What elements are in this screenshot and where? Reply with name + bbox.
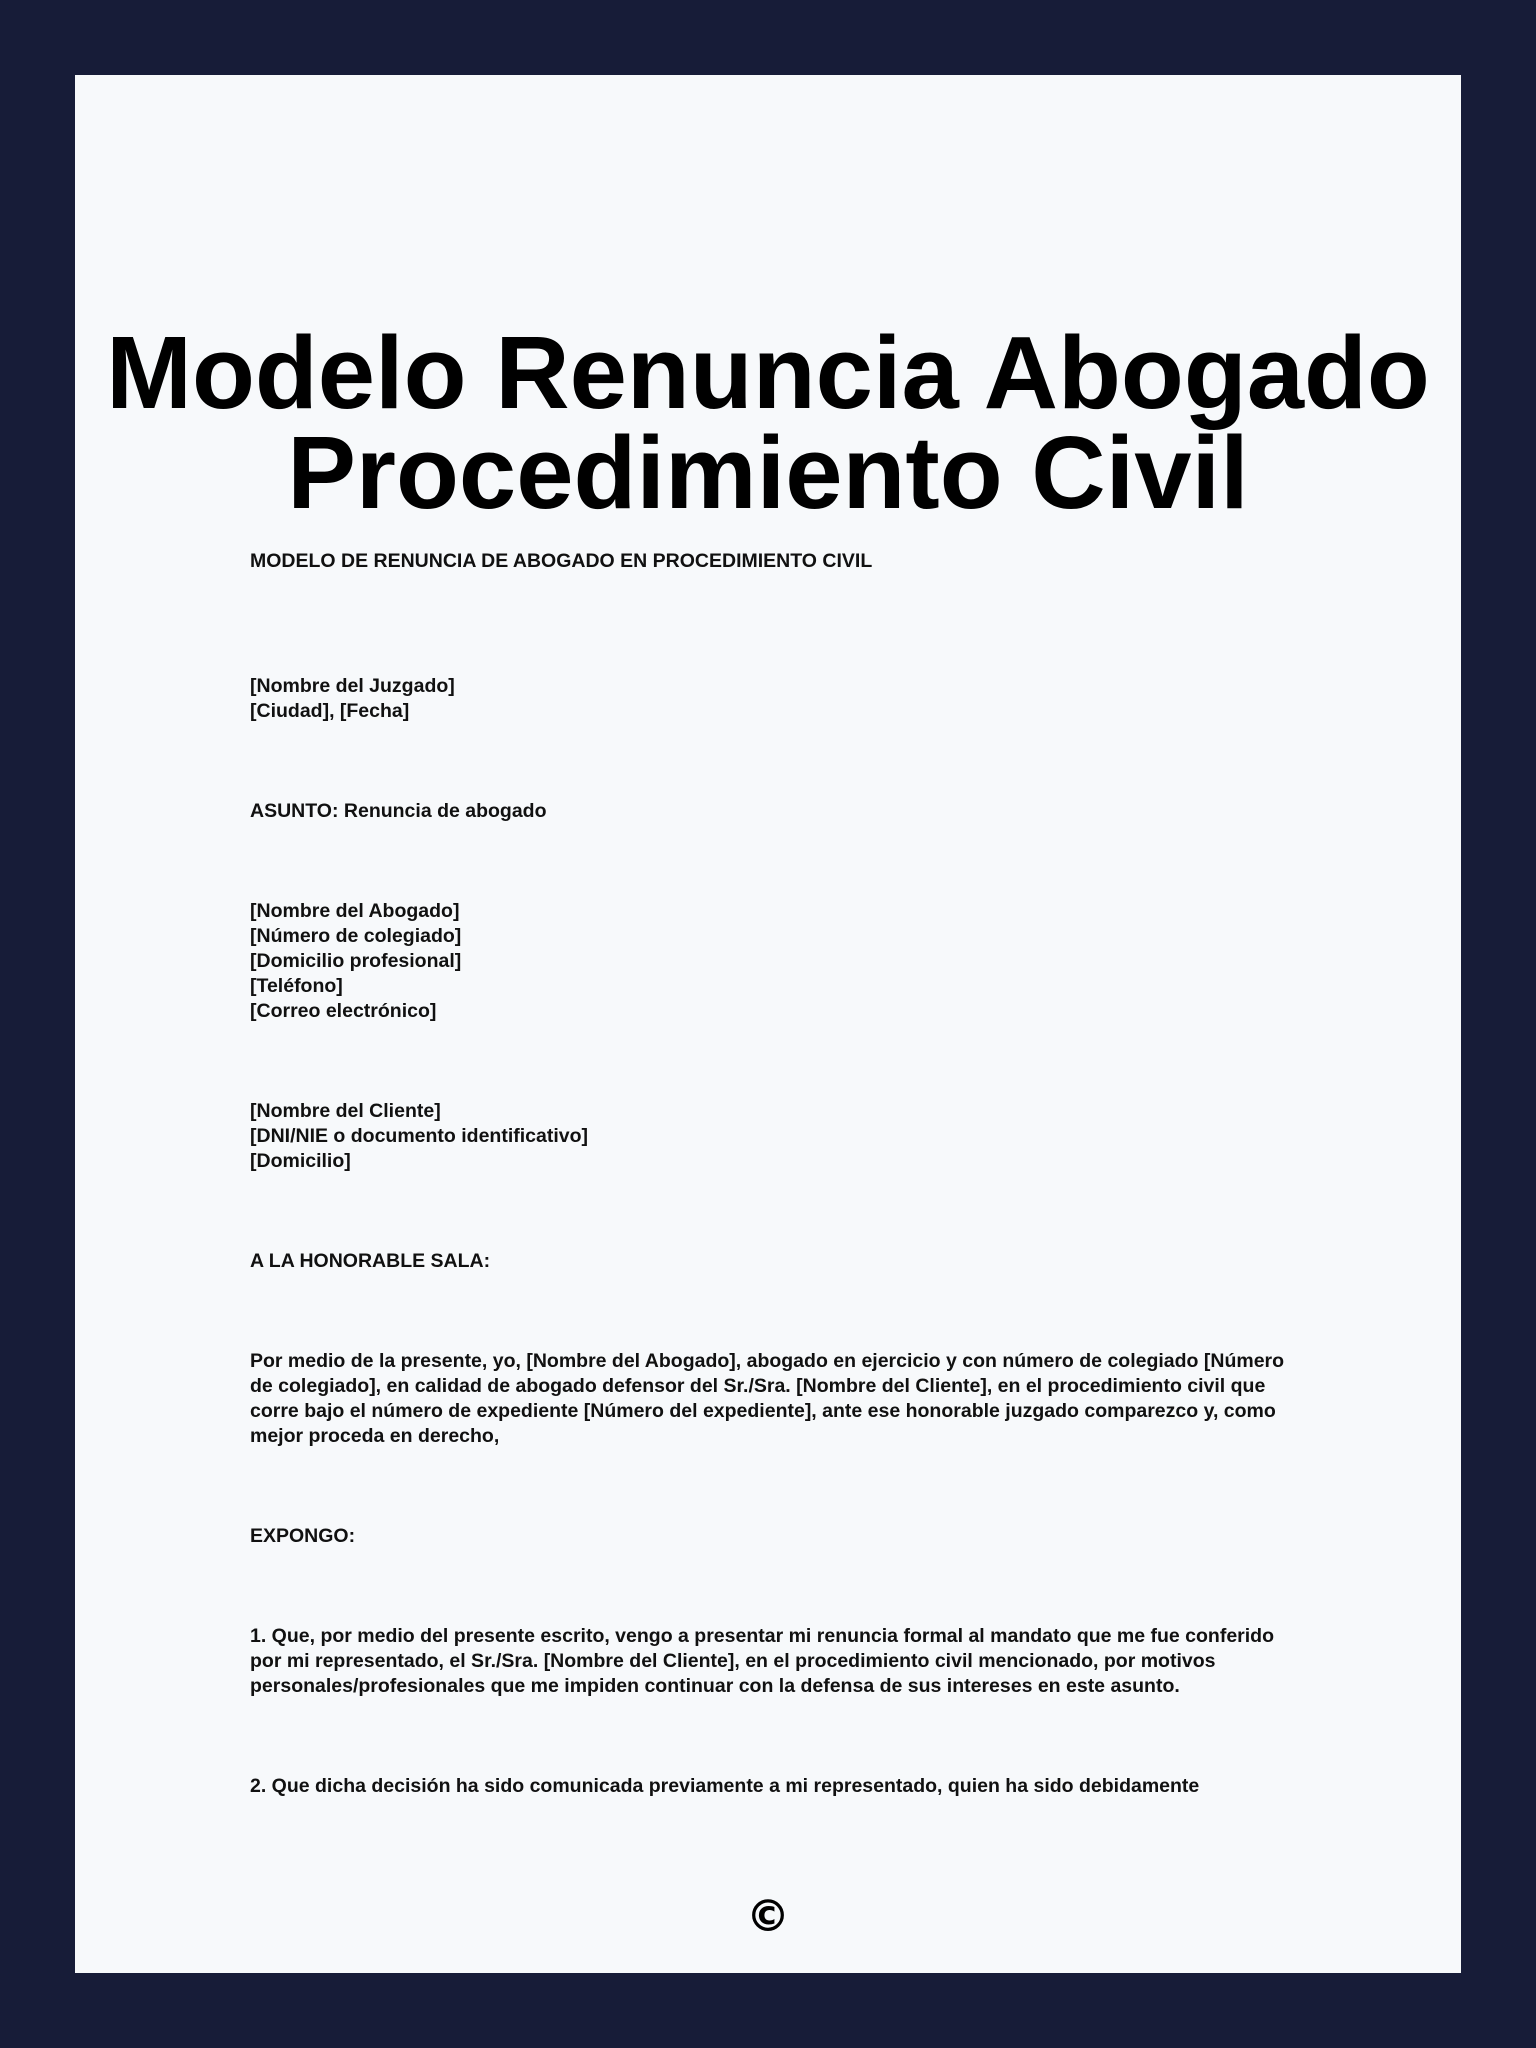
document-heading: MODELO DE RENUNCIA DE ABOGADO EN PROCEDIMIENTO CIVIL (250, 550, 873, 572)
court-name: [Nombre del Juzgado] (250, 675, 455, 697)
lawyer-bar-number: [Número de colegiado] (250, 925, 462, 947)
document-title-line-2: Procedimiento Civil (287, 415, 1249, 530)
lawyer-phone: [Teléfono] (250, 975, 343, 997)
lawyer-block (250, 899, 1360, 1024)
point-1-paragraph: 1. Que, por medio del presente escrito, vengo a presentar mi renuncia formal al mandato que me fue conferido por mi representado, el Sr./Sra. [Nombre del Cliente], en el procedimiento civil mencionado, por motivos personales/profesionales que me impiden continuar con la defensa de sus intereses en este asunto. (250, 1625, 1275, 1697)
court-city-date: [Ciudad], [Fecha] (250, 700, 410, 722)
document-title (75, 315, 1461, 530)
document-title-line-1: Modelo Renuncia Abogado (106, 315, 1430, 430)
salutation: A LA HONORABLE SALA: (250, 1250, 491, 1272)
client-name: [Nombre del Cliente] (250, 1100, 441, 1122)
client-address: [Domicilio] (250, 1150, 351, 1172)
expongo-heading: EXPONGO: (250, 1525, 356, 1547)
lawyer-address: [Domicilio profesional] (250, 950, 462, 972)
court-block (250, 674, 1360, 724)
document-body (250, 549, 1360, 1799)
intro-paragraph: Por medio de la presente, yo, [Nombre del Abogado], abogado en ejercicio y con número de colegiado [Número de colegiado], en calidad de abogado defensor del Sr./Sra. [Nombre del Cliente], en el procedimiento civil que corre bajo el número de expediente [Número del expediente], ante ese honorable juzgado comparezco y, como mejor proceda en derecho, (250, 1350, 1285, 1447)
subject-line: ASUNTO: Renuncia de abogado (250, 800, 547, 822)
client-block (250, 1099, 1360, 1174)
point-2-paragraph: 2. Que dicha decisión ha sido comunicada previamente a mi representado, quien ha sido debidamente (250, 1775, 1200, 1797)
copyright-symbol: © (746, 1891, 790, 1942)
client-id: [DNI/NIE o documento identificativo] (250, 1125, 589, 1147)
lawyer-name: [Nombre del Abogado] (250, 900, 460, 922)
document-page (75, 75, 1461, 1973)
lawyer-email: [Correo electrónico] (250, 1000, 437, 1022)
